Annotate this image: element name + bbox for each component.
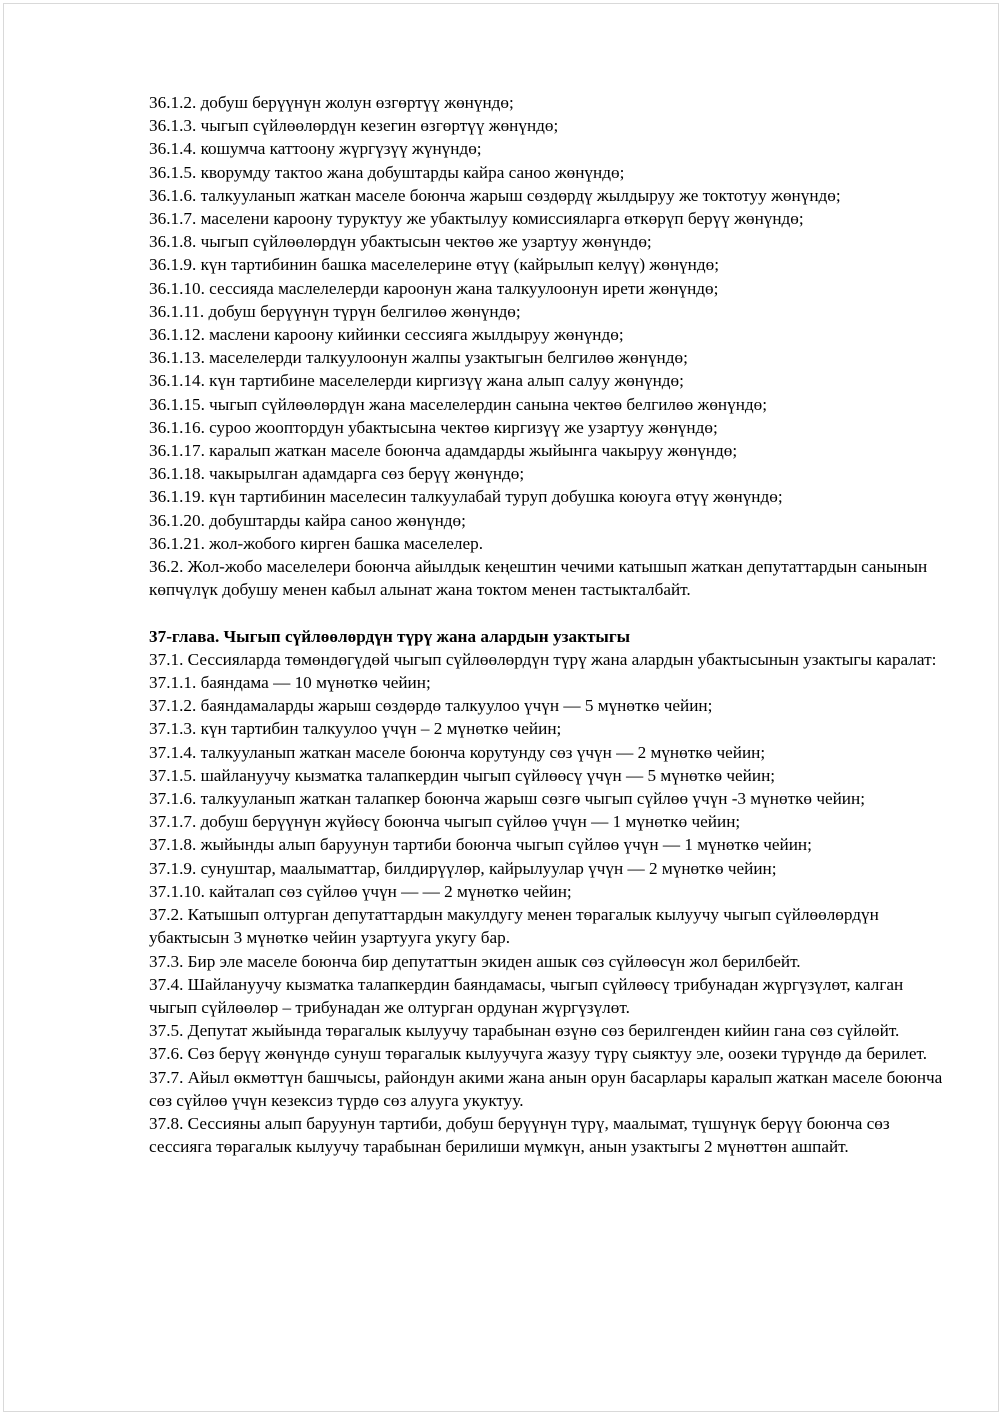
clause-37-5: 37.5. Депутат жыйында төрагалык кылуучу тарабынан өзүнө сөз берилгенден кийин гана сөз сүйлөйт. bbox=[149, 1021, 900, 1041]
clause-36-1-2: 36.1.2. добуш берүүнүн жолун өзгөртүү жөнүндө; bbox=[149, 93, 514, 112]
clause-36-1-11: 36.1.11. добуш берүүнүн түрүн белгилөө жөнүндө; bbox=[149, 301, 521, 321]
clause-36-1-15: 36.1.15. чыгып сүйлөөлөрдүн жана маселелердин санына чектөө белгилөө жөнүндө; bbox=[149, 394, 768, 414]
clause-36-1-13: 36.1.13. маселелерди талкуулоонун жалпы узактыгын белгилөө жөнүндө; bbox=[149, 348, 688, 368]
clause-37-1-5: 37.1.5. шайлануучу кызматка талапкердин чыгып сүйлөөсү үчүн — 5 мүнөткө чейин; bbox=[149, 765, 776, 785]
clause-36-1-10: 36.1.10. сессияда маслелелерди кароонун жана талкуулоонун ирети жөнүндө; bbox=[149, 278, 719, 298]
clause-37-1-3: 37.1.3. күн тартибин талкуулоо үчүн – 2 мүнөткө чейин; bbox=[149, 719, 562, 739]
clause-36-1-20: 36.1.20. добуштарды кайра саноо жөнүндө; bbox=[149, 510, 466, 530]
paragraph-spacer bbox=[149, 601, 949, 624]
clause-36-1-18: 36.1.18. чакырылган адамдарга сөз берүү жөнүндө; bbox=[149, 464, 525, 484]
clause-36-1-4: 36.1.4. кошумча каттоону жүргүзүү жүнүндө; bbox=[149, 139, 482, 159]
clause-37-1-6: 37.1.6. талкууланып жаткан талапкер боюнча жарыш сөзгө чыгып сүйлөө үчүн -3 мүнөткө чейин; bbox=[149, 789, 865, 809]
clause-37-1-10: 37.1.10. кайталап сөз сүйлөө үчүн — — 2 мүнөткө чейин; bbox=[149, 881, 572, 901]
clause-37-1-9: 37.1.9. сунуштар, маалыматтар, билдирүүлөр, кайрылуулар үчүн — 2 мүнөткө чейин; bbox=[149, 858, 777, 878]
document-page bbox=[3, 3, 999, 1412]
clause-36-1-9: 36.1.9. күн тартибинин башка маселелерине өтүү (кайрылып келүү) жөнүндө; bbox=[149, 255, 719, 275]
clause-37-7: 37.7. Айыл өкмөттүн башчысы, райондун акими жана анын орун басарлары каралып жаткан маселе боюнча сөз сүйлөө үчүн кезексиз түрдө сөз алууга укуктуу. bbox=[149, 1067, 943, 1110]
clause-37-1-4: 37.1.4. талкууланып жаткан маселе боюнча корутунду сөз үчүн — 2 мүнөткө чейин; bbox=[149, 742, 766, 762]
clause-37-2: 37.2. Катышып олтурган депутаттардын макулдугу менен төрагалык кылуучу чыгып сүйлөөлөрдүн убактысын 3 мүнөткө чейин узартууга укугу бар. bbox=[149, 905, 879, 948]
clause-37-1: 37.1. Сессияларда төмөндөгүдөй чыгып сүйлөөлөрдүн түрү жана алардын убактысынын узактыгы каралат: bbox=[149, 649, 937, 669]
chapter-37-list bbox=[149, 648, 949, 1158]
document-body bbox=[149, 91, 949, 1158]
clause-36-1-12: 36.1.12. маслени кароону кийинки сессияга жылдыруу жөнүндө; bbox=[149, 325, 624, 345]
clause-36-1-6: 36.1.6. талкууланып жаткан маселе боюнча жарыш сөздөрдү жылдыруу же токтотуу жөнүндө; bbox=[149, 185, 841, 205]
clause-37-3: 37.3. Бир эле маселе боюнча бир депутаттын экиден ашык сөз сүйлөөсүн жол берилбейт. bbox=[149, 951, 801, 971]
clause-37-1-7: 37.1.7. добуш берүүнүн жүйөсү боюнча чыгып сүйлөө үчүн — 1 мүнөткө чейин; bbox=[149, 812, 741, 832]
clause-37-1-8: 37.1.8. жыйынды алып баруунун тартиби боюнча чыгып сүйлөө үчүн — 1 мүнөткө чейин; bbox=[149, 835, 812, 855]
clause-37-6: 37.6. Сөз берүү жөнүндө сунуш төрагалык кылуучуга жазуу түрү сыяктуу эле, оозеки түрүндө да берилет. bbox=[149, 1044, 928, 1064]
section-36-list bbox=[149, 91, 949, 601]
clause-36-1-16: 36.1.16. суроо жооптордун убактысына чектөө киргизүү же узартуу жөнүндө; bbox=[149, 417, 718, 437]
clause-36-2: 36.2. Жол-жобо маселелери боюнча айылдык кеңештин чечими катышып жаткан депутаттардын санынын көпчүлүк добушу менен кабыл алынат жана токтом менен тастыкталбайт. bbox=[149, 557, 928, 600]
clause-37-8: 37.8. Сессияны алып баруунун тартиби, добуш берүүнүн түрү, маалымат, түшүнүк берүү боюнча сөз сессияга төрагалык кылуучу тарабынан берилиши мүмкүн, анын узактыгы 2 мүнөттөн ашпайт. bbox=[149, 1113, 890, 1157]
clause-37-4: 37.4. Шайлануучу кызматка талапкердин баяндамасы, чыгып сүйлөөсү трибунадан жүргүзүлөт, калган чыгып сүйлөөлөр – трибунадан же олтурган ордунан жүргүзүлөт. bbox=[149, 974, 904, 1017]
clause-36-1-14: 36.1.14. күн тартибине маселелерди киргизүү жана алып салуу жөнүндө; bbox=[149, 371, 684, 391]
clause-37-1-2: 37.1.2. баяндамаларды жарыш сөздөрдө талкуулоо үчүн — 5 мүнөткө чейин; bbox=[149, 696, 713, 716]
clause-36-1-8: 36.1.8. чыгып сүйлөөлөрдүн убактысын чектөө же узартуу жөнүндө; bbox=[149, 232, 652, 252]
clause-37-1-1: 37.1.1. баяндама — 10 мүнөткө чейин; bbox=[149, 673, 431, 693]
chapter-37-heading: 37-глава. Чыгып сүйлөөлөрдүн түрү жана алардын узактыгы bbox=[149, 626, 631, 646]
clause-36-1-3: 36.1.3. чыгып сүйлөөлөрдүн кезегин өзгөртүү жөнүндө; bbox=[149, 116, 559, 136]
clause-36-1-21: 36.1.21. жол-жобого кирген башка маселелер. bbox=[149, 533, 484, 553]
clause-36-1-19: 36.1.19. күн тартибинин маселесин талкуулабай туруп добушка коюуга өтүү жөнүндө; bbox=[149, 487, 783, 507]
clause-36-1-17: 36.1.17. каралып жаткан маселе боюнча адамдарды жыйынга чакыруу жөнүндө; bbox=[149, 441, 738, 461]
clause-36-1-5: 36.1.5. кворумду тактоо жана добуштарды кайра саноо жөнүндө; bbox=[149, 162, 625, 182]
clause-36-1-7: 36.1.7. маселени кароону туруктуу же убактылуу комиссияларга өткөрүп берүү жөнүндө; bbox=[149, 209, 804, 229]
